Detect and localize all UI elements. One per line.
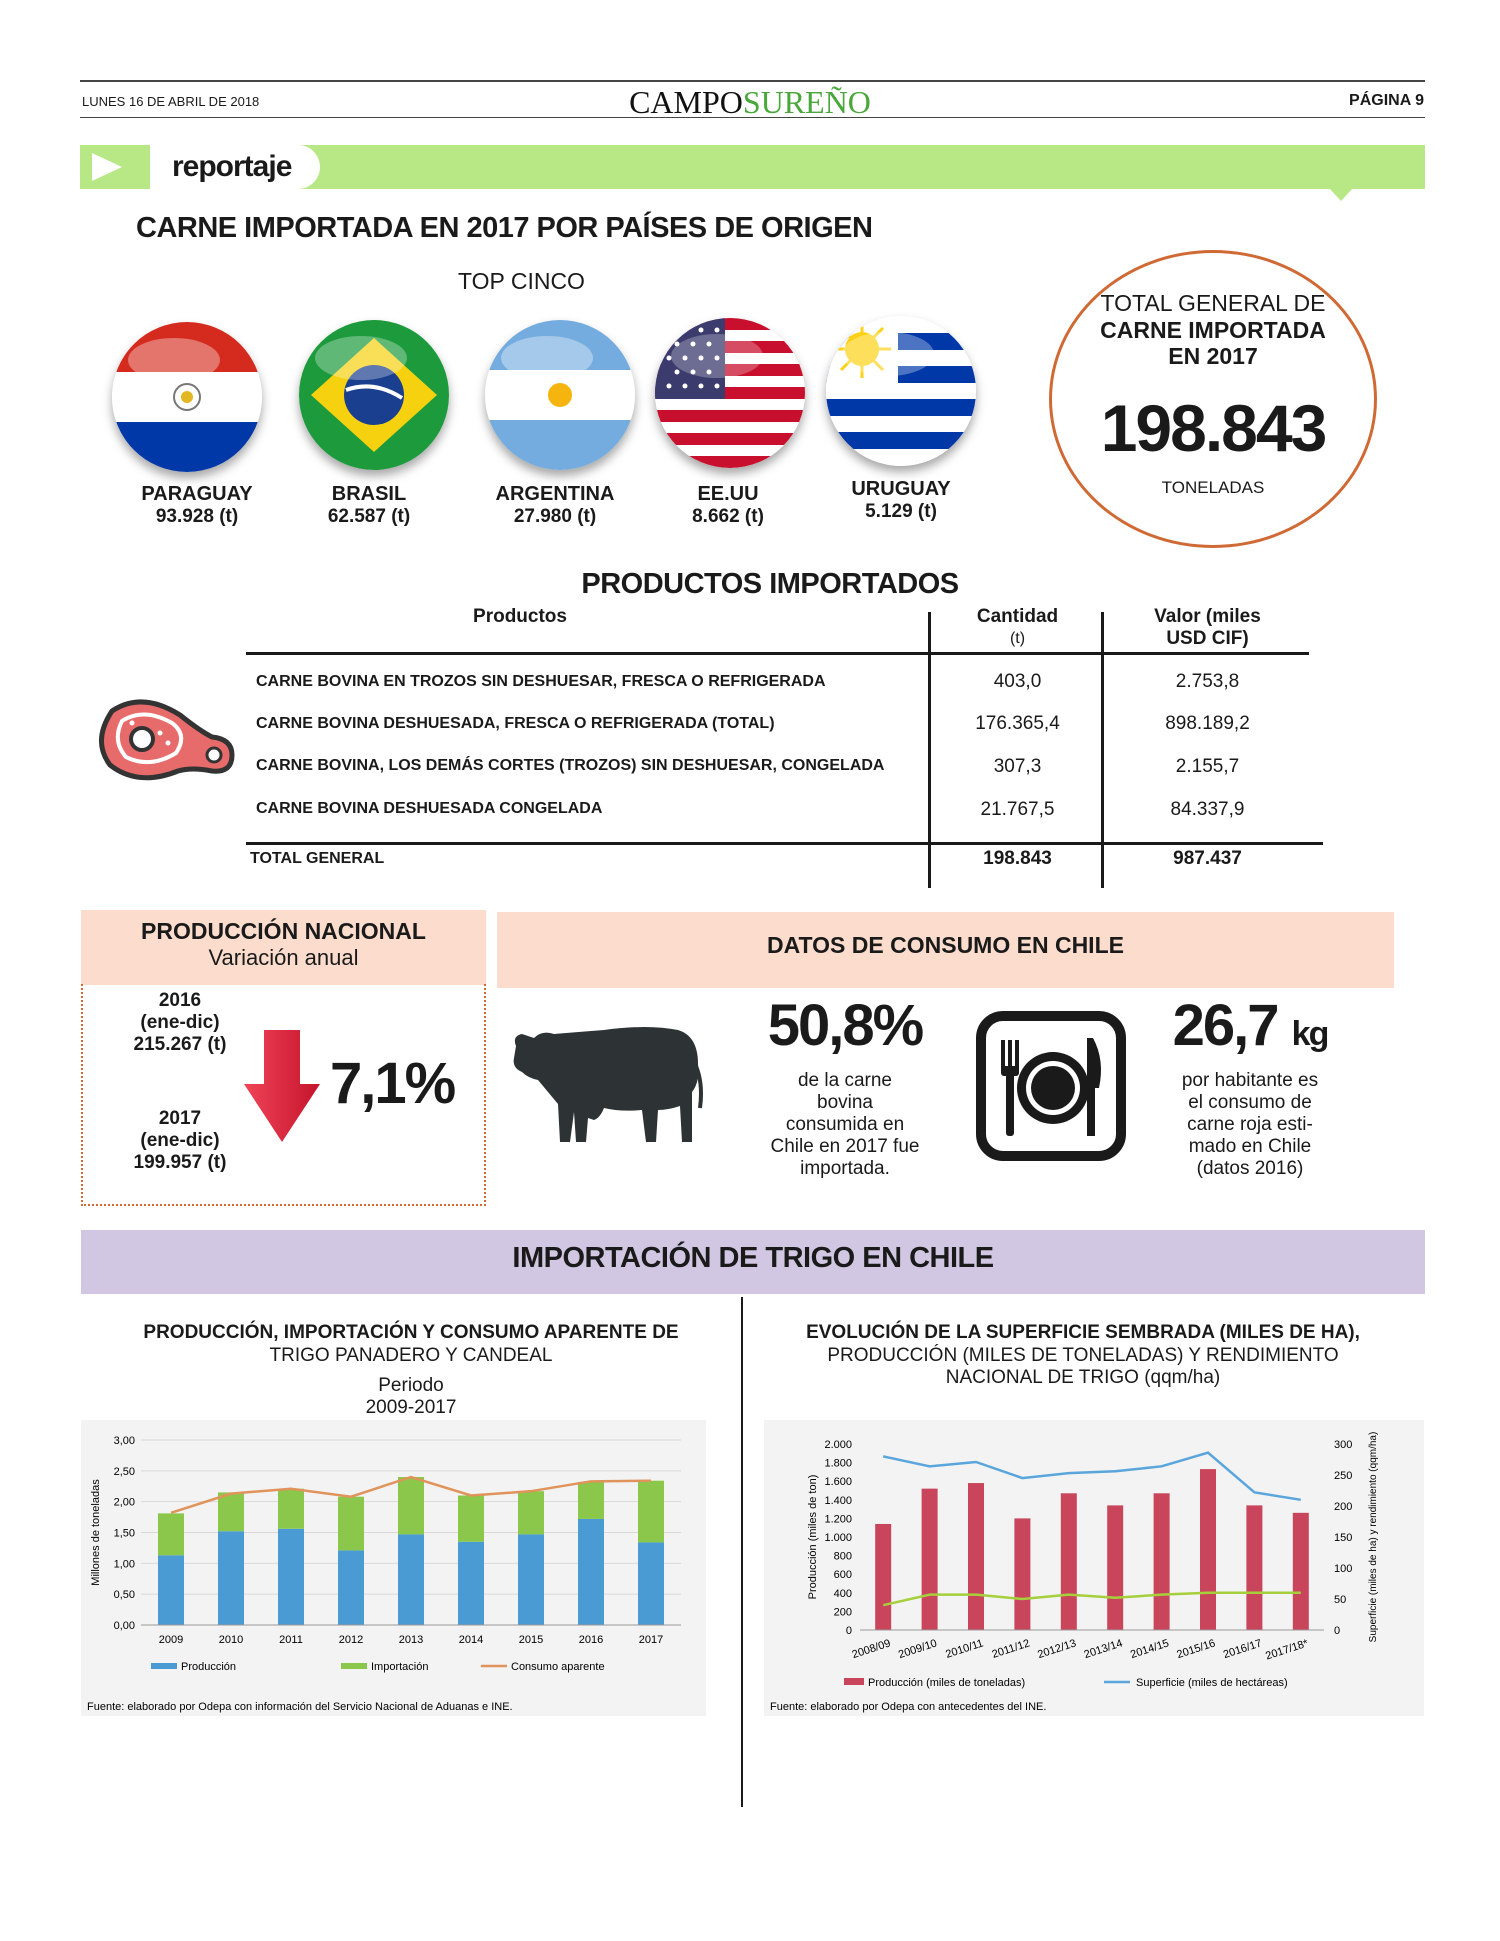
x-tick-label: 2012/13 <box>1036 1637 1078 1662</box>
x-tick-label: 2013/14 <box>1082 1637 1125 1662</box>
country-value: 5.129 (t) <box>865 501 937 522</box>
bar-produccion <box>638 1542 664 1625</box>
bar-produccion <box>968 1483 984 1630</box>
y-tick-label: 1.200 <box>824 1513 852 1526</box>
table-total-qty: 198.843 <box>983 848 1052 869</box>
x-tick-label: 2011/12 <box>990 1637 1032 1661</box>
bar-importacion <box>398 1477 424 1534</box>
chart1-period-label: Periodo <box>378 1375 444 1396</box>
x-tick-label: 2009 <box>158 1634 184 1646</box>
consumption-text-line: el consumo de <box>1188 1092 1312 1113</box>
consumption-per-capita <box>1130 992 1370 1059</box>
logo-part-campo: CAMPO <box>629 84 743 120</box>
y-tick-label: 1.600 <box>824 1476 852 1489</box>
x-tick-label: 2011 <box>279 1634 303 1646</box>
wheat-title: IMPORTACIÓN DE TRIGO EN CHILE <box>512 1242 994 1274</box>
bar-produccion <box>1107 1505 1123 1630</box>
y2-tick-label: 100 <box>1334 1563 1353 1575</box>
bar-produccion <box>398 1534 424 1625</box>
x-tick-label: 2016/17 <box>1221 1637 1264 1662</box>
chart2-subtitle-2: NACIONAL DE TRIGO (qqm/ha) <box>945 1367 1221 1388</box>
bar-produccion <box>278 1529 304 1625</box>
legend-label: Consumo aparente <box>511 1661 605 1673</box>
country-value: 62.587 (t) <box>327 506 411 527</box>
col-header-qty-label: Cantidad <box>976 606 1059 627</box>
legend-swatch-produccion <box>151 1663 177 1669</box>
chart1-title: PRODUCCIÓN, IMPORTACIÓN Y CONSUMO APARENTE DE <box>143 1322 679 1343</box>
col-header-value-line: USD CIF) <box>1166 628 1249 649</box>
production-year: 2016 <box>158 990 202 1011</box>
table-row-name: CARNE BOVINA, LOS DEMÁS CORTES (TROZOS) SIN DESHUESAR, CONGELADA <box>256 757 885 774</box>
y-tick-label: 3,00 <box>113 1435 135 1447</box>
table-row-name: CARNE BOVINA EN TROZOS SIN DESHUESAR, FRESCA O REFRIGERADA <box>256 673 826 690</box>
arrow-down-icon <box>244 1030 320 1142</box>
y-tick-label: 400 <box>833 1587 852 1600</box>
country-name: EE.UU <box>697 483 759 505</box>
country-value: 93.928 (t) <box>155 506 239 527</box>
bar-produccion <box>1154 1493 1170 1630</box>
production-value: 215.267 (t) <box>133 1034 227 1055</box>
y-tick-label: 2,50 <box>113 1465 135 1478</box>
chart2-title: EVOLUCIÓN DE LA SUPERFICIE SEMBRADA (MILES DE HA), <box>806 1322 1360 1343</box>
y2-tick-label: 150 <box>1334 1532 1353 1544</box>
y-tick-label: 1.400 <box>824 1494 852 1507</box>
legend-label: Producción (miles de toneladas) <box>868 1677 1026 1689</box>
country-name: ARGENTINA <box>495 483 615 505</box>
bar-produccion <box>518 1534 544 1625</box>
country-name: URUGUAY <box>851 478 951 500</box>
table-total-name: TOTAL GENERAL <box>250 850 385 867</box>
newspaper-logo[interactable] <box>0 84 1500 121</box>
page-number: PÁGINA 9 <box>1349 92 1424 109</box>
table-row-value: 2.753,8 <box>1175 671 1240 692</box>
total-label-line: EN 2017 <box>1168 343 1258 369</box>
uruguay-flag-icon <box>826 316 976 466</box>
bar-produccion <box>578 1519 604 1625</box>
consumption-text-line: de la carne <box>797 1070 892 1091</box>
y-tick-label: 0,00 <box>113 1620 135 1632</box>
production-change: 7,1% <box>330 1051 455 1116</box>
y2-tick-label: 250 <box>1334 1470 1353 1482</box>
products-title: PRODUCTOS IMPORTADOS <box>581 568 959 600</box>
consumption-text-line: importada. <box>800 1158 890 1179</box>
total-label-bold <box>1049 317 1377 369</box>
country-paraguay <box>112 483 282 528</box>
country-argentina <box>470 483 640 528</box>
x-tick-label: 2014 <box>458 1634 484 1646</box>
country-brasil <box>284 483 454 528</box>
bar-produccion <box>875 1524 891 1630</box>
bar-produccion <box>922 1489 938 1630</box>
consumption-text-line: bovina <box>817 1092 873 1113</box>
section-notch <box>1330 189 1352 201</box>
bar-produccion <box>458 1542 484 1625</box>
chart1-subtitle: TRIGO PANADERO Y CANDEAL <box>269 1345 553 1366</box>
table-total-value: 987.437 <box>1173 848 1242 869</box>
plate-cutlery-icon <box>975 1010 1127 1162</box>
consumption-text-line: carne roja esti- <box>1187 1114 1313 1135</box>
country-value: 8.662 (t) <box>692 506 764 527</box>
y-tick-label: 2.000 <box>824 1439 852 1451</box>
y2-tick-label: 0 <box>1334 1625 1341 1637</box>
x-tick-label: 2008/09 <box>850 1637 893 1662</box>
table-rule-total <box>246 842 1323 845</box>
y-axis-label: Millones de toneladas <box>90 1479 102 1586</box>
x-tick-label: 2009/10 <box>896 1637 939 1662</box>
y-tick-label: 1,50 <box>113 1527 135 1540</box>
chart2-subtitle: PRODUCCIÓN (MILES DE TONELADAS) Y RENDIMIENTO <box>827 1345 1339 1366</box>
country-name: PARAGUAY <box>141 483 253 505</box>
col-header-product: Productos <box>473 606 567 627</box>
total-label: TOTAL GENERAL DE <box>1100 290 1326 316</box>
bar-importacion <box>458 1496 484 1542</box>
bar-importacion <box>338 1497 364 1551</box>
production-subtitle: Variación anual <box>208 945 359 970</box>
bar-importacion <box>578 1482 604 1519</box>
x-tick-label: 2012 <box>338 1634 364 1646</box>
col-header-value <box>1105 606 1310 650</box>
y-tick-label: 800 <box>833 1550 852 1563</box>
chart1-source: Fuente: elaborado por Odepa con información del Servicio Nacional de Aduanas e INE. <box>87 1701 513 1713</box>
bar-produccion <box>1246 1505 1262 1630</box>
header-rule-top <box>80 80 1425 82</box>
bar-produccion <box>158 1555 184 1625</box>
col-header-value-line: Valor (miles <box>1154 606 1261 627</box>
production-year: 2017 <box>158 1108 202 1129</box>
country-value: 27.980 (t) <box>513 506 597 527</box>
x-tick-label: 2013 <box>398 1634 424 1646</box>
production-2017 <box>110 1108 250 1174</box>
x-tick-label: 2010/11 <box>944 1637 985 1661</box>
issue-date: LUNES 16 DE ABRIL DE 2018 <box>82 94 260 109</box>
legend-swatch-produccion <box>844 1678 864 1685</box>
y-tick-label: 600 <box>833 1569 852 1582</box>
bar-importacion <box>638 1481 664 1543</box>
bar-produccion <box>1061 1493 1077 1630</box>
paraguay-flag-icon <box>112 322 262 472</box>
brazil-flag-icon <box>299 320 449 470</box>
consumption-import-pct: 50,8% <box>767 993 923 1058</box>
table-row-value: 84.337,9 <box>1170 799 1245 820</box>
bar-produccion <box>1200 1469 1216 1630</box>
x-tick-label: 2015 <box>518 1634 544 1646</box>
consumption-text-line: Chile en 2017 fue <box>770 1136 920 1157</box>
y-tick-label: 0 <box>845 1625 852 1637</box>
production-2016 <box>110 990 250 1056</box>
legend-label: Producción <box>181 1661 237 1673</box>
table-row-qty: 176.365,4 <box>975 713 1060 734</box>
logo-part-sureno: SUREÑO <box>742 84 871 120</box>
play-icon <box>88 151 124 183</box>
y-tick-label: 2,00 <box>113 1496 135 1509</box>
bar-produccion <box>1014 1518 1030 1630</box>
chart2-source: Fuente: elaborado por Odepa con antecedentes del INE. <box>770 1701 1047 1713</box>
legend-label: Superficie (miles de hectáreas) <box>1136 1677 1288 1689</box>
line-rendimiento <box>883 1593 1301 1605</box>
production-value: 199.957 (t) <box>133 1152 227 1173</box>
table-row-value: 898.189,2 <box>1165 713 1250 734</box>
consumption-import-text <box>740 1070 950 1180</box>
production-period: (ene-dic) <box>140 1130 220 1151</box>
x-tick-label: 2017 <box>638 1634 664 1646</box>
table-rule-col2 <box>1101 612 1104 888</box>
bar-produccion <box>338 1550 364 1625</box>
country-uruguay <box>816 478 986 523</box>
bar-importacion <box>518 1491 544 1534</box>
table-row-value: 2.155,7 <box>1175 756 1240 777</box>
total-label-line: CARNE IMPORTADA <box>1100 317 1326 343</box>
total-value: 198.843 <box>1100 391 1326 465</box>
wheat-import-chart <box>81 1420 706 1716</box>
y-tick-label: 1.800 <box>824 1457 852 1470</box>
x-tick-label: 2016 <box>578 1634 604 1646</box>
consumption-text-line: mado en Chile <box>1188 1136 1312 1157</box>
country-eeuu <box>643 483 813 528</box>
y-axis-label: Producción (miles de ton) <box>807 1474 819 1600</box>
bar-importacion <box>158 1513 184 1555</box>
y2-axis-label: Superficie (miles de ha) y rendimiento (qqm/ha) <box>1368 1431 1379 1643</box>
y-tick-label: 1,00 <box>113 1558 135 1571</box>
table-rule-col1 <box>928 612 931 888</box>
consumption-per-capita-text <box>1130 1070 1370 1180</box>
section-label: reportaje <box>172 150 292 183</box>
table-row-name: CARNE BOVINA DESHUESADA CONGELADA <box>256 800 603 817</box>
table-rule-header <box>246 652 1309 655</box>
col-header-qty-unit: (t) <box>1009 630 1026 647</box>
consumption-kg-value: 26,7 <box>1172 993 1278 1058</box>
consumption-title: DATOS DE CONSUMO EN CHILE <box>767 932 1124 958</box>
table-row-name: CARNE BOVINA DESHUESADA, FRESCA O REFRIGERADA (TOTAL) <box>256 715 775 732</box>
legend-label: Importación <box>371 1661 429 1673</box>
y-tick-label: 1.000 <box>824 1532 852 1544</box>
meat-steak-icon <box>92 693 238 789</box>
line-superficie <box>883 1453 1301 1500</box>
total-unit: TONELADAS <box>1161 478 1265 497</box>
chart1-period: 2009-2017 <box>365 1397 457 1418</box>
table-row-qty: 307,3 <box>993 756 1042 777</box>
production-title: PRODUCCIÓN NACIONAL <box>141 918 426 944</box>
imports-title: CARNE IMPORTADA EN 2017 POR PAÍSES DE ORIGEN <box>136 212 873 244</box>
y2-tick-label: 50 <box>1334 1594 1347 1606</box>
bar-importacion <box>278 1489 304 1529</box>
argentina-flag-icon <box>485 320 635 470</box>
bar-produccion <box>218 1531 244 1625</box>
imports-subtitle: TOP CINCO <box>458 268 585 294</box>
bar-produccion <box>1293 1513 1309 1630</box>
x-tick-label: 2015/16 <box>1175 1637 1217 1662</box>
country-name: BRASIL <box>331 483 407 505</box>
usa-flag-icon <box>655 318 805 468</box>
y2-tick-label: 300 <box>1334 1439 1353 1451</box>
bull-icon <box>508 1018 704 1146</box>
bar-importacion <box>218 1492 244 1531</box>
x-tick-label: 2017/18* <box>1264 1637 1310 1663</box>
y-tick-label: 0,50 <box>113 1589 135 1602</box>
production-period: (ene-dic) <box>140 1012 220 1033</box>
y-tick-label: 200 <box>833 1606 852 1619</box>
consumption-text-line: por habitante es <box>1181 1070 1319 1091</box>
legend-swatch-importacion <box>341 1663 367 1669</box>
consumption-kg-unit: kg <box>1291 1015 1328 1053</box>
col-header-qty <box>930 606 1105 650</box>
table-row-qty: 403,0 <box>993 671 1042 692</box>
table-row-qty: 21.767,5 <box>980 799 1055 820</box>
wheat-surface-chart <box>764 1420 1424 1716</box>
consumption-text-line: consumida en <box>785 1114 905 1135</box>
y2-tick-label: 200 <box>1334 1501 1353 1513</box>
x-tick-label: 2014/15 <box>1128 1637 1171 1662</box>
x-tick-label: 2010 <box>218 1634 244 1646</box>
consumption-text-line: (datos 2016) <box>1196 1158 1304 1179</box>
